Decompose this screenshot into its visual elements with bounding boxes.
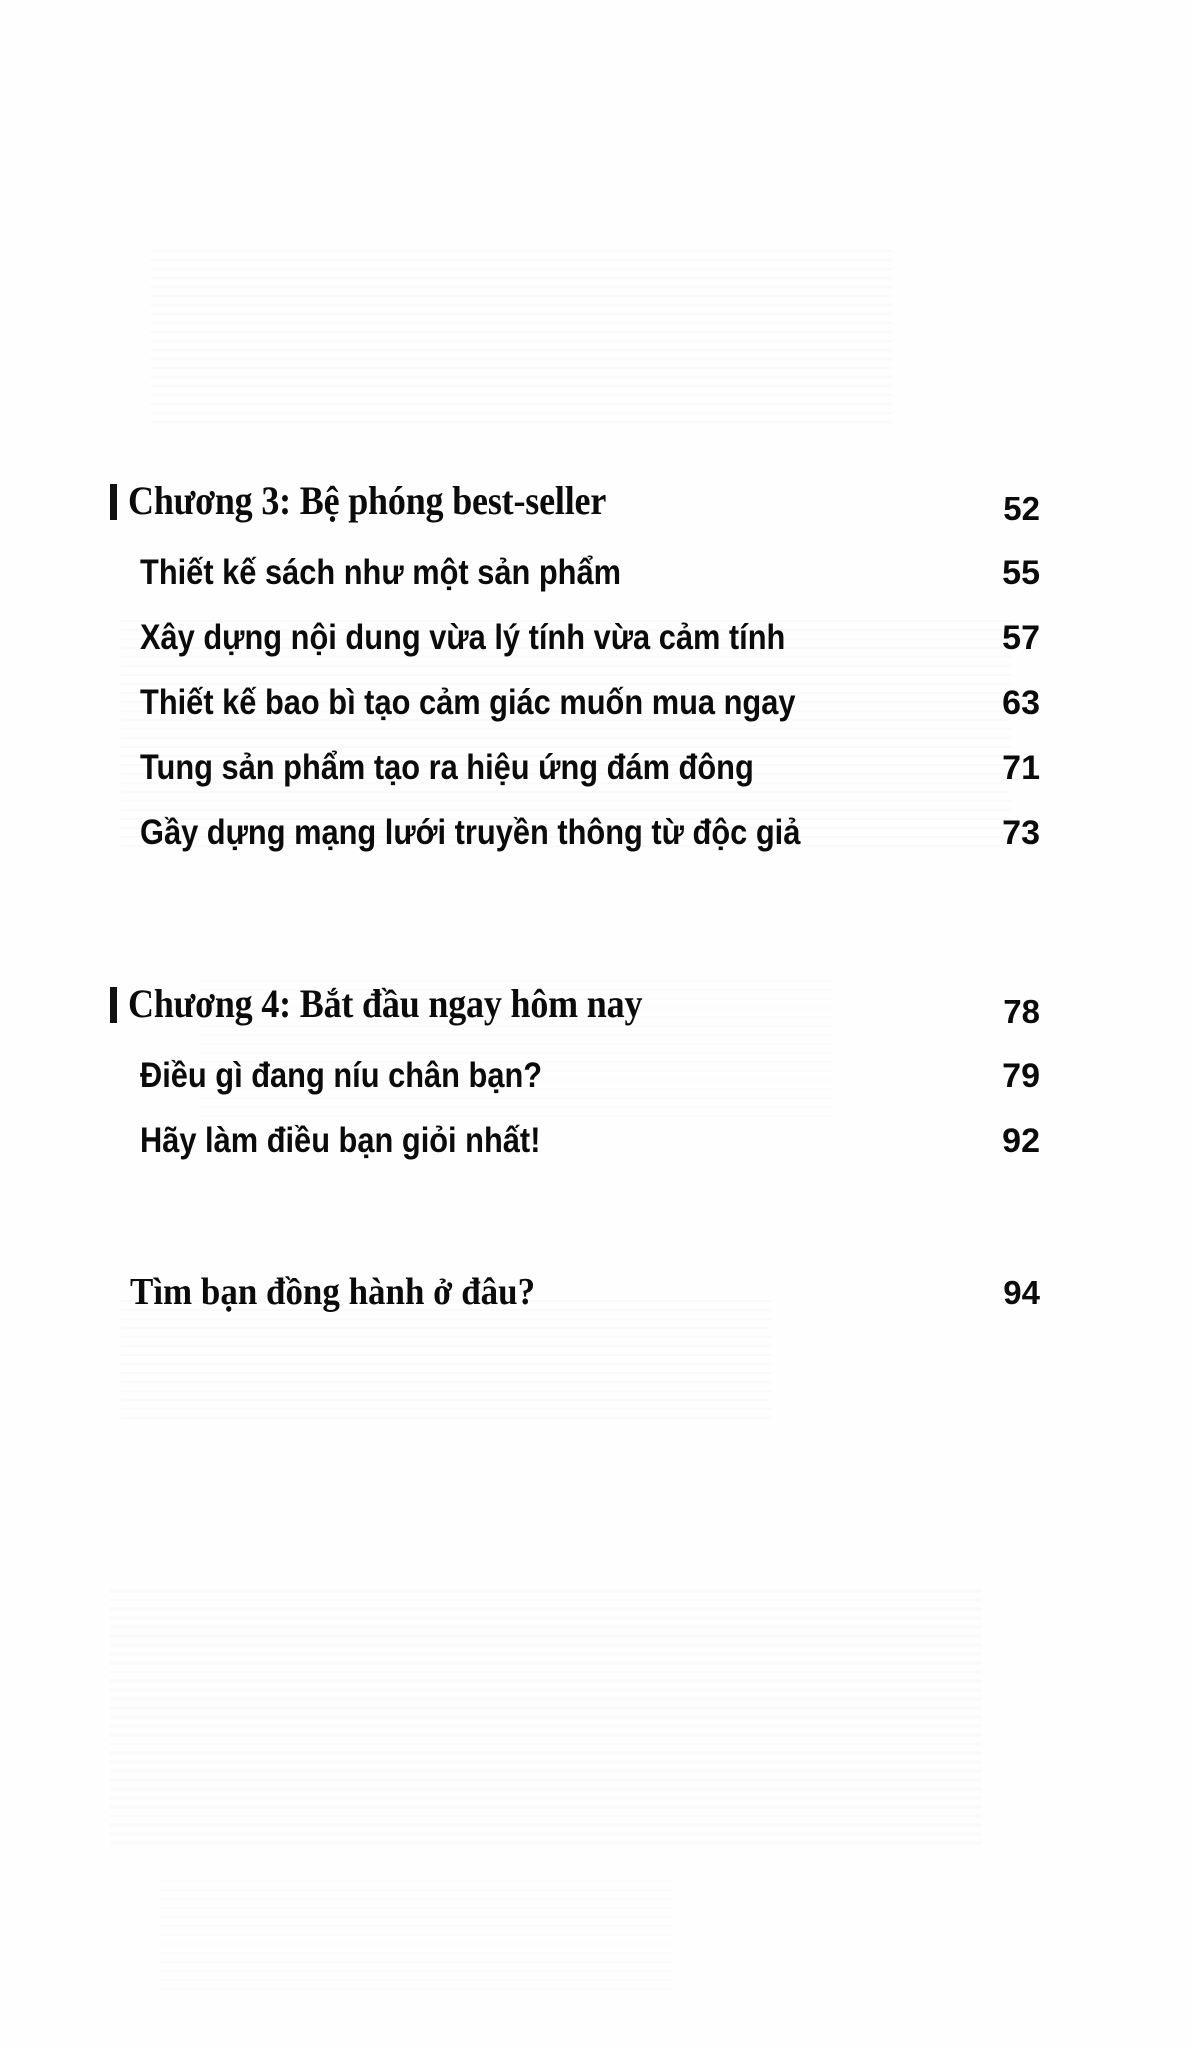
- toc-entry-page-number: 71: [1002, 749, 1040, 787]
- toc-entry-row[interactable]: [110, 619, 1060, 658]
- chapter-page-cell: [950, 993, 1060, 1031]
- chapter-title: Chương 3: Bệ phóng best-seller: [128, 478, 607, 523]
- toc-entry-label: Thiết kế sách như một sản phẩm: [140, 553, 621, 592]
- toc-entry-page-cell: [950, 1057, 1060, 1096]
- chapter-title: Chương 4: Bắt đầu ngay hôm nay: [128, 981, 643, 1026]
- toc-entry-row[interactable]: [110, 554, 1060, 593]
- toc-entry-page-cell: [950, 1122, 1060, 1161]
- toc-standalone-page-cell: [950, 1274, 1060, 1312]
- vertical-bar-icon: [110, 987, 117, 1023]
- chapter-title-wrap: [110, 480, 659, 522]
- toc-entry-page-cell: [950, 619, 1060, 658]
- toc-entry-page-cell: [950, 749, 1060, 788]
- toc-entry-row[interactable]: [110, 684, 1060, 723]
- paper-showthrough-texture: [110, 1590, 982, 1850]
- toc-standalone-page-number: 94: [1003, 1274, 1040, 1311]
- toc-entry-page-cell: [950, 814, 1060, 853]
- chapter-page-number: 78: [1003, 993, 1040, 1030]
- toc-entry-label: Tung sản phẩm tạo ra hiệu ứng đám đông: [140, 748, 754, 787]
- chapter-page-cell: [950, 490, 1060, 528]
- toc-entry-page-number: 92: [1002, 1122, 1040, 1160]
- toc-standalone-row[interactable]: [110, 1273, 1060, 1313]
- chapter-title-wrap: [110, 983, 699, 1025]
- section-spacer: [110, 1187, 1060, 1273]
- toc-entry-page-cell: [950, 684, 1060, 723]
- paper-showthrough-texture: [160, 1880, 672, 1990]
- toc-entry-label: Gầy dựng mạng lưới truyền thông từ độc giả: [140, 813, 801, 852]
- toc-entry-label: Thiết kế bao bì tạo cảm giác muốn mua ngay: [140, 683, 796, 722]
- vertical-bar-icon: [110, 484, 117, 520]
- toc-entry-row[interactable]: [110, 1057, 1060, 1096]
- toc-entry-page-number: 55: [1002, 554, 1040, 592]
- toc-entry-page-cell: [950, 554, 1060, 593]
- toc-entry-row[interactable]: [110, 1122, 1060, 1161]
- table-of-contents: [110, 480, 1060, 1339]
- toc-entry-label: Xây dựng nội dung vừa lý tính vừa cảm tính: [140, 618, 786, 657]
- chapter-page-number: 52: [1003, 490, 1040, 527]
- toc-entry-page-number: 73: [1002, 814, 1040, 852]
- toc-entry-page-number: 79: [1002, 1057, 1040, 1095]
- toc-entry-page-number: 63: [1002, 684, 1040, 722]
- paper-showthrough-texture: [150, 250, 892, 430]
- toc-chapter-row[interactable]: [110, 480, 1060, 528]
- toc-entry-label: Hãy làm điều bạn giỏi nhất!: [140, 1121, 541, 1160]
- toc-chapter-row[interactable]: [110, 983, 1060, 1031]
- toc-entry-label: Điều gì đang níu chân bạn?: [140, 1056, 543, 1095]
- toc-entry-row[interactable]: [110, 749, 1060, 788]
- toc-entry-row[interactable]: [110, 814, 1060, 853]
- toc-standalone-label: Tìm bạn đồng hành ở đâu?: [130, 1271, 536, 1313]
- section-spacer: [110, 879, 1060, 983]
- toc-entry-page-number: 57: [1002, 619, 1040, 657]
